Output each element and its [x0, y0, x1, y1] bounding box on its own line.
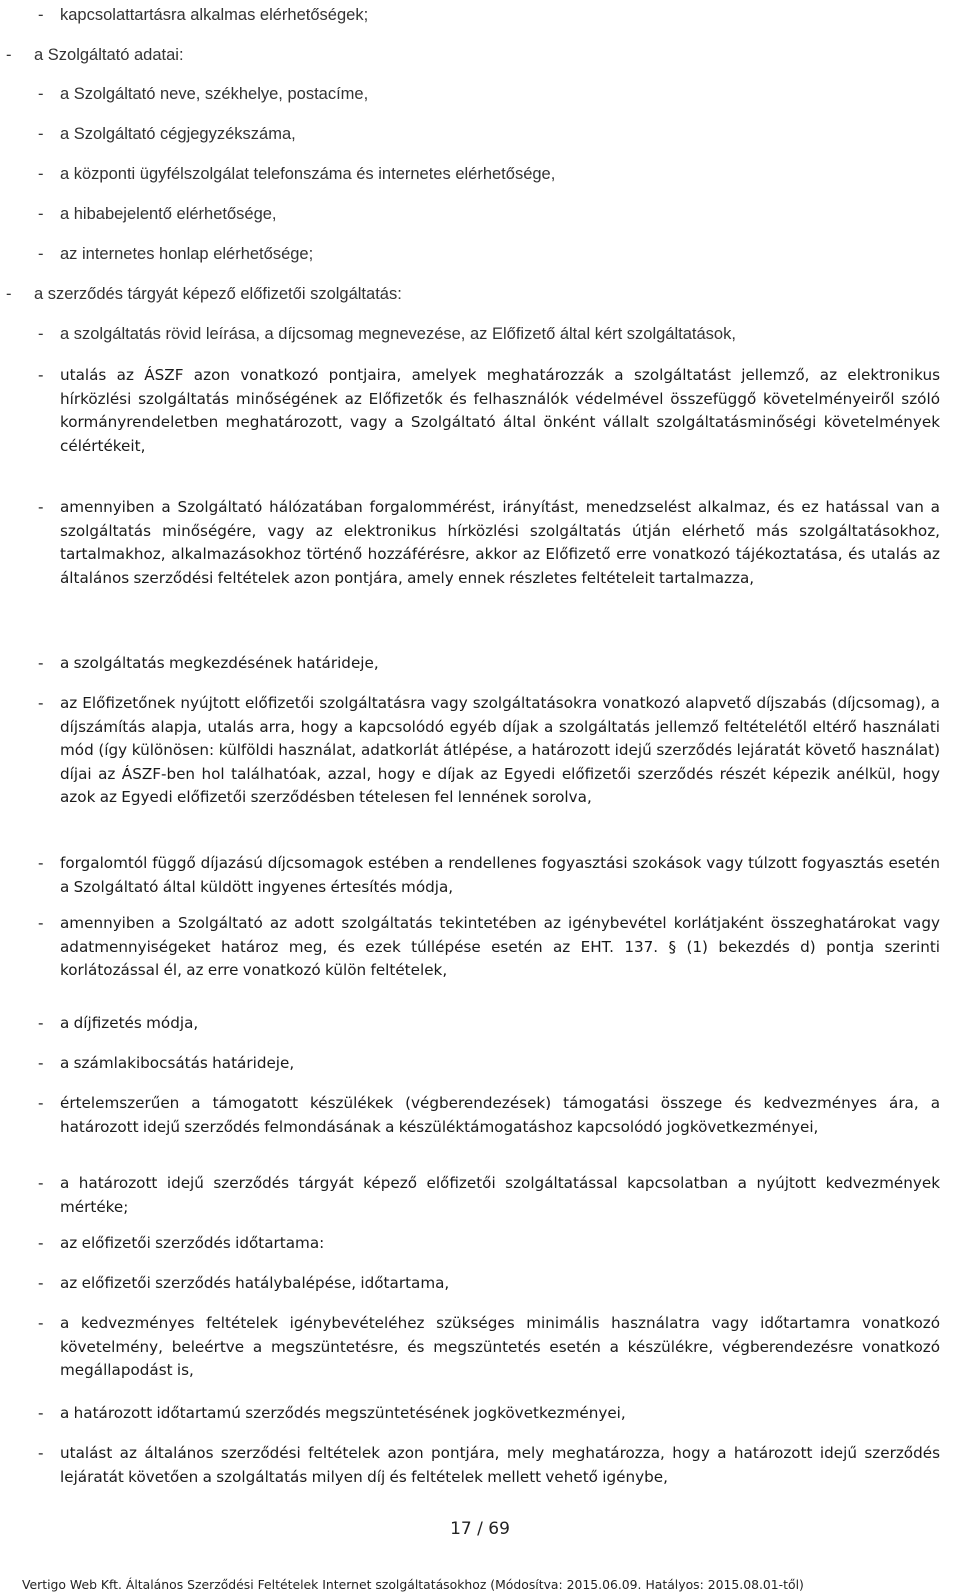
list-dash: -: [38, 1174, 44, 1192]
list-item-text: a központi ügyfélszolgálat telefonszáma és internetes elérhetősége,: [60, 165, 556, 183]
list-item-text: a Szolgáltató cégjegyzékszáma,: [60, 125, 296, 143]
list-dash: -: [38, 1054, 44, 1072]
footer-info: Vertigo Web Kft. Általános Szerződési Feltételek Internet szolgáltatásokhoz (Módosítva: 2015.06.09. Hatályos: 2015.08.01-től): [22, 1577, 804, 1592]
list-item-text: amennyiben a Szolgáltató hálózatában forgalommérést, irányítást, menedzselést alkalmaz, és ez hatással van a szolgáltatás minőségére, vagy az elektronikus hírközlési szolgáltatás útján elérhető más szolgáltatásokhoz, tartalmakhoz, alkalmazásokhoz történő hozzáférésre, akkor az Előfizető erre vonatkozó tájékoztatása, és utalás az általános szerződési feltételek azon pontjára, amely ennek részletes feltételeit tartalmazza,: [60, 498, 940, 587]
list-dash: -: [38, 1094, 44, 1112]
list-item-text: a hibabejelentő elérhetősége,: [60, 205, 277, 223]
list-item-text: a Szolgáltató adatai:: [34, 46, 184, 64]
list-dash: -: [38, 1404, 44, 1422]
list-item-text: az előfizetői szerződés hatálybalépése, időtartama,: [60, 1274, 450, 1292]
list-dash: -: [38, 245, 44, 263]
list-item-text: a szerződés tárgyát képező előfizetői szolgáltatás:: [34, 285, 402, 303]
list-dash: -: [38, 914, 44, 932]
list-dash: -: [38, 6, 44, 24]
list-item-text: kapcsolattartásra alkalmas elérhetőségek;: [60, 6, 369, 24]
list-dash: -: [38, 85, 44, 103]
list-dash: -: [38, 1014, 44, 1032]
list-item-text: a Szolgáltató neve, székhelye, postacíme,: [60, 85, 369, 103]
list-item-text: a szolgáltatás rövid leírása, a díjcsomag megnevezése, az Előfizető által kért szolgáltatások,: [60, 325, 736, 343]
list-item-text: az Előfizetőnek nyújtott előfizetői szolgáltatásra vagy szolgáltatásokra vonatkozó alapvető díjszabás (díjcsomag), a díjszámítás alapja, utalás arra, hogy a kapcsolódó egyéb díjak a szolgáltatás jellemző feltételétől eltérő használati mód (így különösen: külföldi használat, adatkorlát átlépése, a határozott idejű szerződés lejáratát követő használat) díjai az ÁSZF-ben hol találhatóak, azzal, hogy e díjak az Egyedi előfizetői szerződés részét képezik anélkül, hogy azok az Egyedi előfizetői szerződésben tételesen fel lennének sorolva,: [60, 694, 940, 806]
list-dash: -: [38, 854, 44, 872]
list-item-text: a kedvezményes feltételek igénybevételéhez szükséges minimális használatra vagy időtartamra vonatkozó követelmény, beleértve a megszüntetésre, és megszüntetés esetén a készülékre, végberendezésre vonatkozó megállapodást is,: [60, 1314, 940, 1379]
list-item-text: az internetes honlap elérhetősége;: [60, 245, 314, 263]
list-dash: -: [38, 1444, 44, 1462]
list-item-text: utalás az ÁSZF azon vonatkozó pontjaira, amelyek meghatározzák a szolgáltatást jellemző, az elektronikus hírközlési szolgáltatás minőségének az Előfizetők és felhasználók védelmével összefüggő követelményeiről szóló kormányrendeletben meghatározott, vagy a Szolgáltató által önként vállalt szolgáltatásminőségi követelmények célértékeit,: [60, 366, 940, 455]
list-dash: -: [38, 366, 44, 384]
list-item-text: a számlakibocsátás határideje,: [60, 1054, 295, 1072]
list-dash: -: [6, 285, 12, 303]
list-item-text: a határozott idejű szerződés tárgyát képező előfizetői szolgáltatással kapcsolatban a nyújtott kedvezmények mértéke;: [60, 1174, 940, 1216]
list-dash: -: [38, 1274, 44, 1292]
list-dash: -: [6, 46, 12, 64]
list-item-text: utalást az általános szerződési feltételek azon pontjára, mely meghatározza, hogy a határozott idejű szerződés lejáratát követően a szolgáltatás milyen díj és feltételek mellett vehető igénybe,: [60, 1444, 940, 1486]
list-dash: -: [38, 654, 44, 672]
page-number: 17 / 69: [450, 1519, 510, 1539]
list-dash: -: [38, 325, 44, 343]
list-item-text: értelemszerűen a támogatott készülékek (végberendezések) támogatási összege és kedvezményes ára, a határozott idejű szerződés felmondásának a készüléktámogatáshoz kapcsolódó jogkövetkezményei,: [60, 1094, 940, 1136]
list-dash: -: [38, 1314, 44, 1332]
list-item-text: a szolgáltatás megkezdésének határideje,: [60, 654, 379, 672]
list-item-text: a határozott időtartamú szerződés megszüntetésének jogkövetkezményei,: [60, 1404, 626, 1422]
list-dash: -: [38, 694, 44, 712]
list-dash: -: [38, 205, 44, 223]
list-item-text: amennyiben a Szolgáltató az adott szolgáltatás tekintetében az igénybevétel korlátjaként összeghatárokat vagy adatmennyiségeket határoz meg, és ezek túllépése esetén az EHT. 137. § (1) bekezdés d) pontja szerinti korlátozással él, az erre vonatkozó külön feltételek,: [60, 914, 940, 979]
list-dash: -: [38, 165, 44, 183]
list-item-text: az előfizetői szerződés időtartama:: [60, 1234, 325, 1252]
list-dash: -: [38, 125, 44, 143]
list-item-text: forgalomtól függő díjazású díjcsomagok estében a rendellenes fogyasztási szokások vagy túlzott fogyasztás esetén a Szolgáltató által küldött ingyenes értesítés módja,: [60, 854, 940, 896]
list-dash: -: [38, 498, 44, 516]
list-dash: -: [38, 1234, 44, 1252]
list-item-text: a díjfizetés módja,: [60, 1014, 199, 1032]
